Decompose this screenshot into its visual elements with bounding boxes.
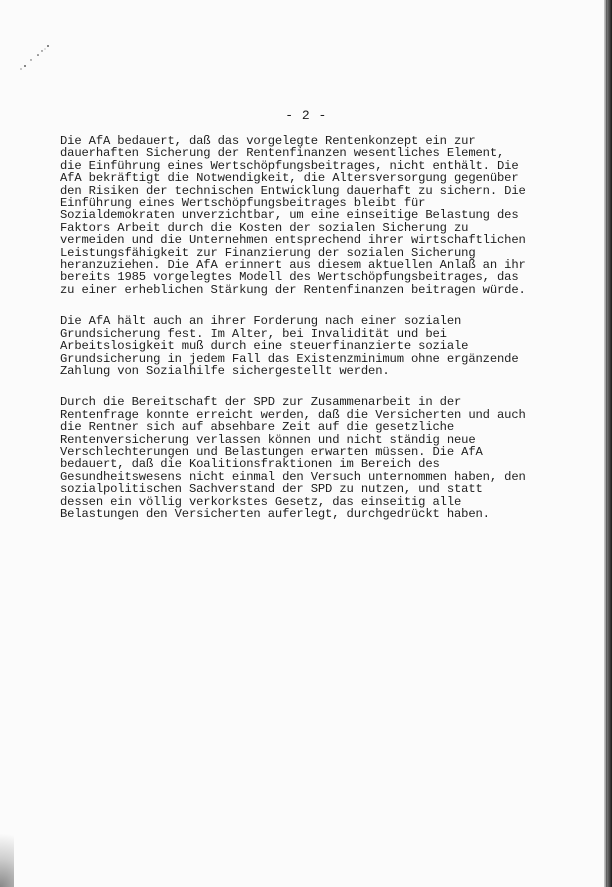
text-line: Die AfA bedauert, daß das vorgelegte Rentenkonzept ein zur: [60, 134, 476, 148]
text-line: bereits 1985 vorgelegtes Modell des Wertschöpfungsbeitrages, das: [60, 270, 519, 285]
paragraph-grundsicherung: [60, 315, 530, 377]
document-body: [60, 135, 530, 539]
scan-specks: [18, 40, 58, 80]
text-line: Gesundheitswesens nicht einmal den Versuch unternommen haben, den: [60, 469, 526, 484]
text-line: Einführung eines Wertschöpfungsbeitrages bleibt für: [60, 196, 426, 211]
text-line: dessen ein völlig verkorkstes Gesetz, das einseitig alle: [60, 494, 462, 509]
text-line: Durch die Bereitschaft der SPD zur Zusammenarbeit in der: [60, 395, 462, 410]
text-line: zu einer erheblichen Stärkung der Rentenfinanzen beitragen würde.: [60, 282, 526, 297]
text-line: Zahlung von Sozialhilfe sichergestellt werden.: [60, 363, 390, 378]
page-number: - 2 -: [285, 108, 327, 123]
scan-shadow-right-edge: [604, 0, 612, 887]
text-line: Grundsicherung in jedem Fall das Existenzminimum ohne ergänzende: [60, 351, 519, 366]
text-line: die Einführung eines Wertschöpfungsbeitrages, nicht enthält. Die: [60, 158, 519, 173]
text-line: den Risiken der technischen Entwicklung dauerhaft zu sichern. Die: [60, 183, 526, 198]
text-line: Grundsicherung fest. Im Alter, bei Invalidität und bei: [60, 326, 447, 341]
paragraph-zusammenarbeit: [60, 396, 530, 520]
text-line: AfA bekräftigt die Notwendigkeit, die Altersversorgung gegenüber: [60, 171, 519, 186]
text-line: Faktors Arbeit durch die Kosten der sozialen Sicherung zu: [60, 220, 469, 235]
scan-shadow-bottom-left: [0, 817, 14, 887]
paragraph-wertschoepfung: [60, 135, 530, 296]
text-line: vermeiden und die Unternehmen entsprechend ihrer wirtschaftlichen: [60, 233, 526, 248]
text-line: Rentenfrage konnte erreicht werden, daß die Versicherten und auch: [60, 407, 526, 422]
text-line: bedauert, daß die Koalitionsfraktionen im Bereich des: [60, 457, 440, 472]
text-line: Sozialdemokraten unverzichtbar, um eine einseitige Belastung des: [60, 208, 519, 223]
text-line: Verschlechterungen und Belastungen erwarten müssen. Die AfA: [60, 444, 483, 459]
text-line: Die AfA hält auch an ihrer Forderung nach einer sozialen: [60, 314, 462, 329]
text-line: Leistungsfähigkeit zur Finanzierung der sozialen Sicherung: [60, 245, 476, 260]
text-line: dauerhaften Sicherung der Rentenfinanzen wesentliches Element,: [60, 146, 505, 161]
text-line: die Rentner sich auf absehbare Zeit auf die gesetzliche: [60, 420, 455, 435]
text-line: Arbeitslosigkeit muß durch eine steuerfinanzierte soziale: [60, 339, 469, 354]
text-line: sozialpolitischen Sachverstand der SPD zu nutzen, und statt: [60, 482, 483, 497]
text-line: heranzuziehen. Die AfA erinnert aus diesem aktuellen Anlaß an ihr: [60, 258, 526, 273]
text-line: Rentenversicherung verlassen können und nicht ständig neue: [60, 432, 476, 447]
text-line: Belastungen den Versicherten auferlegt, durchgedrückt haben.: [60, 506, 490, 521]
